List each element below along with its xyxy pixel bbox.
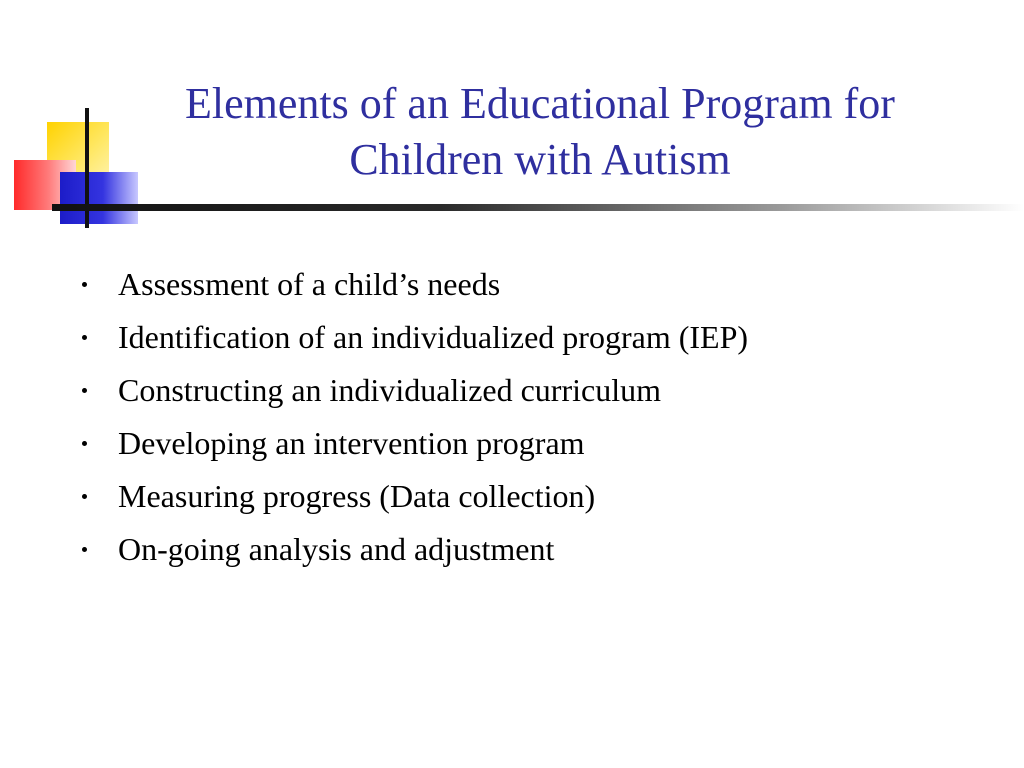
bullet-item bbox=[70, 313, 1010, 366]
bullet-item bbox=[70, 419, 1010, 472]
bullet-dot-icon bbox=[82, 335, 87, 340]
bullet-dot-icon bbox=[82, 388, 87, 393]
slide-title-line-2: Children with Autism bbox=[349, 135, 731, 184]
bullet-dot-icon bbox=[82, 547, 87, 552]
bullet-item bbox=[70, 472, 1010, 525]
slide-title bbox=[100, 76, 980, 188]
bullet-text: Constructing an individualized curriculum bbox=[118, 372, 661, 408]
bullet-text: On-going analysis and adjustment bbox=[118, 531, 555, 567]
bullet-item bbox=[70, 366, 1010, 419]
bullet-text: Identification of an individualized program (IEP) bbox=[118, 319, 749, 355]
bullet-dot-icon bbox=[82, 494, 87, 499]
bullet-list bbox=[70, 260, 1010, 578]
bullet-dot-icon bbox=[82, 441, 87, 446]
slide-title-line-1: Elements of an Educational Program for bbox=[185, 79, 895, 128]
bullet-text: Assessment of a child’s needs bbox=[118, 266, 501, 302]
bullet-text: Developing an intervention program bbox=[118, 425, 585, 461]
title-underline bbox=[52, 204, 1024, 211]
bullet-item bbox=[70, 260, 1010, 313]
bullet-dot-icon bbox=[82, 282, 87, 287]
bullet-item bbox=[70, 525, 1010, 578]
bullet-text: Measuring progress (Data collection) bbox=[118, 478, 596, 514]
